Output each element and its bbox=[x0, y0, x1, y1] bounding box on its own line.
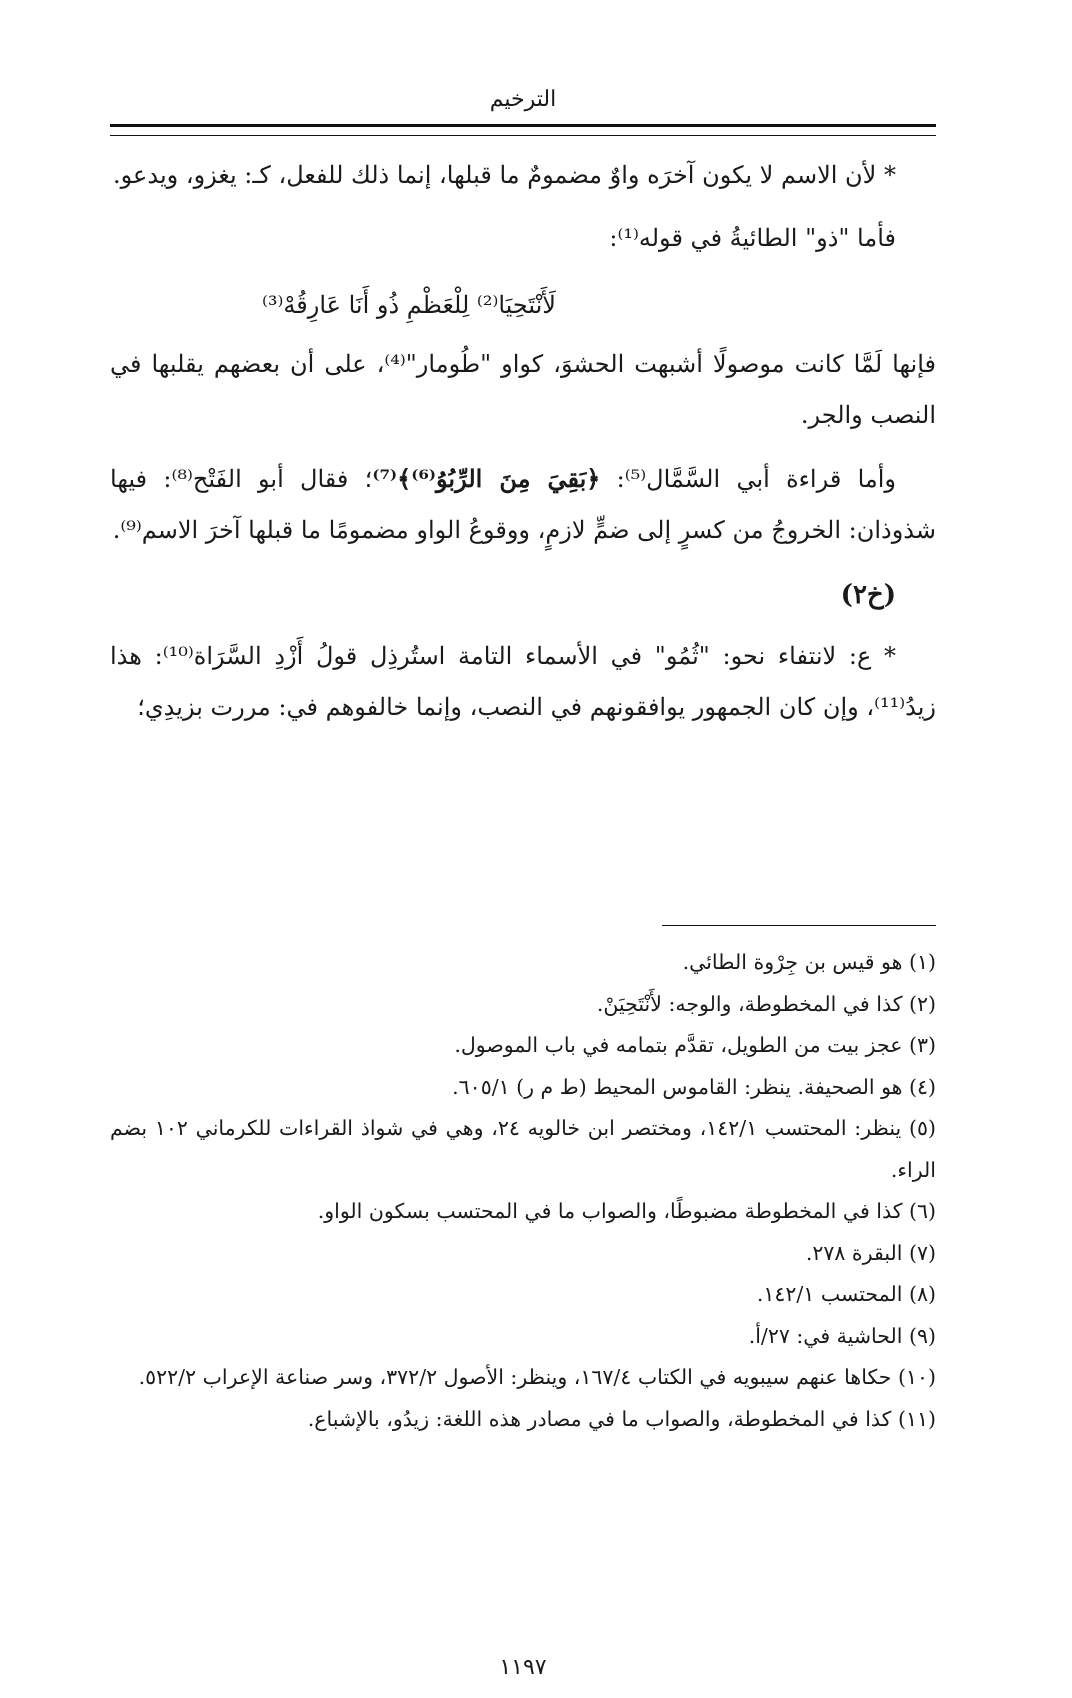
footnote-1: (١) هو قيس بن جِرْوة الطائي. bbox=[682, 950, 936, 974]
footnote-9: (٩) الحاشية في: ٢٧/أ. bbox=[748, 1323, 936, 1348]
footnote-2: (٢) كذا في المخطوطة، والوجه: لأَنْتَحِيَنْ. bbox=[596, 991, 936, 1016]
page-number: ١١٩٧ bbox=[499, 1655, 547, 1680]
paragraph-4 bbox=[110, 453, 936, 556]
paragraph-5: * ع: لانتفاء نحو: "ثُمُو" في الأسماء التامة استُرذِل قولُ أَزْدِ السَّرَاة⁽¹⁰⁾: هذا زيدُ⁽¹¹⁾، وإن كان الجمهور يوافقونهم في النصب، وإنما خالفوهم في: مررت بزيدِي؛ bbox=[110, 642, 936, 721]
footnote-8: (٨) المحتسب ١٤٢/١. bbox=[756, 1282, 936, 1306]
verse-line: لَأَنْتَحِيَا⁽²⁾ لِلْعَظْمِ ذُو أَنَا عَارِقُهْ⁽³⁾ bbox=[261, 291, 556, 319]
footnote-5: (٥) ينظر: المحتسب ١٤٢/١، ومختصر ابن خالويه ٢٤، وهي في شواذ القراءات للكرماني ١٠٢ بضم الراء. bbox=[110, 1116, 936, 1182]
header-rule-thick bbox=[110, 124, 936, 127]
paragraph-2: فأما "ذو" الطائيةُ في قوله⁽¹⁾: bbox=[609, 224, 896, 252]
quran-citation: ﴿بَقِيَ مِنَ الرِّبُوُ⁽⁶⁾﴾⁽⁷⁾ bbox=[372, 464, 601, 493]
paragraph-3: فإنها لَمَّا كانت موصولًا أشبهت الحشوَ، كواو "طُومار"⁽⁴⁾، على أن بعضهم يقلبها في النصب والجر. bbox=[110, 350, 937, 429]
footnote-4: (٤) هو الصحيفة. ينظر: القاموس المحيط (ط م ر) ٦٠٥/١. bbox=[452, 1074, 936, 1099]
paragraph-1: * لأن الاسم لا يكون آخرَه واوٌ مضمومٌ ما قبلها، إنما ذلك للفعل، كـ: يغزو، ويدعو. bbox=[113, 161, 896, 189]
footnote-6: (٦) كذا في المخطوطة مضبوطًا، والصواب ما في المحتسب بسكون الواو. bbox=[317, 1199, 936, 1223]
footnotes bbox=[110, 942, 936, 1440]
footnote-separator bbox=[662, 925, 936, 926]
footnote-11: (١١) كذا في المخطوطة، والصواب ما في مصادر هذه اللغة: زيدُو، بالإشباع. bbox=[307, 1406, 936, 1431]
footnote-7: (٧) البقرة ٢٧٨. bbox=[805, 1240, 936, 1265]
section-marker: (خ٢) bbox=[840, 580, 896, 610]
running-header: الترخيم bbox=[489, 87, 557, 112]
footnote-10: (١٠) حكاها عنهم سيبويه في الكتاب ١٦٧/٤، وينظر: الأصول ٣٧٢/٢، وسر صناعة الإعراب ٥٢٢/٢. bbox=[138, 1365, 936, 1389]
paragraph-4-start: وأما قراءة أبي السَّمَّال⁽⁵⁾: bbox=[600, 465, 897, 493]
paragraph-4-rest: ؛ فقال أبو الفَتْح⁽⁸⁾: فيها شذوذان: الخروجُ من كسرٍ إلى ضمٍّ لازمٍ، ووقوعُ الواو مضمومًا ما قبلها آخرَ الاسم⁽⁹⁾. bbox=[110, 465, 936, 544]
footnote-3: (٣) عجز بيت من الطويل، تقدَّم بتمامه في باب الموصول. bbox=[454, 1033, 936, 1057]
main-text bbox=[110, 150, 936, 733]
header-rule-thin bbox=[110, 135, 936, 136]
